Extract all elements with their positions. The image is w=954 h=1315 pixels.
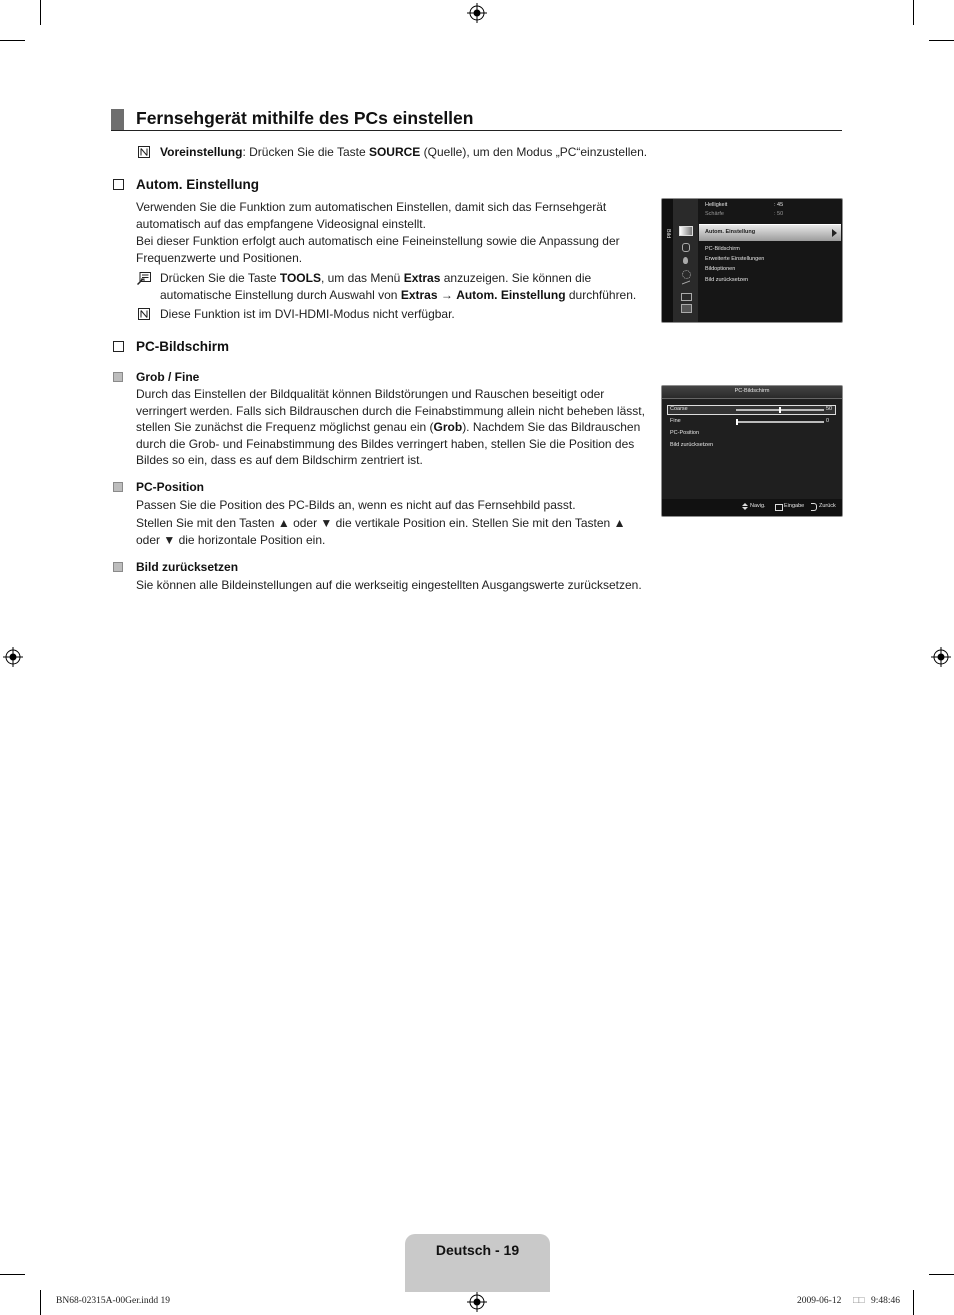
pc-screen-heading: PC-Bildschirm [113,339,229,354]
osd-title: PC-Bildschirm [734,388,770,394]
osd-coarse-slider[interactable] [736,409,824,411]
osd-sharpness-label: Schärfe [705,211,724,217]
osd-brightness-label: Helligkeit [705,202,728,208]
osd-menu-item[interactable]: PC-Bildschirm [705,246,740,252]
coarse-fine-title: Grob / Fine [136,370,200,384]
auto-adjust-para-1: Verwenden Sie die Funktion zum automatischen Einstellen, damit sich das Fernsehgerät automatisch auf das empfangene Videosignal einstellt. [136,200,607,231]
osd-navigate-icon [742,503,748,506]
osd-highlight-label: Autom. Einstellung [705,229,756,235]
registration-mark-icon [931,647,951,667]
osd-coarse-value: 50 [826,406,833,412]
registration-mark-icon [467,3,487,23]
osd-brightness-value: : 45 [774,202,784,208]
osd-sharpness-value: : 50 [774,211,784,217]
tools-note: Drücken Sie die Taste TOOLS, um das Menü Extras anzuzeigen. Sie können die automatische Einstellung durch Auswahl von Extras → Autom. Einstellung durchführen. [160,271,637,302]
square-bullet-icon [113,372,123,382]
note-icon [138,308,150,320]
auto-adjust-para-2: Bei dieser Funktion erfolgt auch automatisch eine Feineinstellung sowie die Anpassung der Frequenzwerte und Positionen. [136,234,620,265]
image-reset-text: Sie können alle Bildeinstellungen auf die werkseitig eingestellten Ausgangswerte zurücksetzen. [136,578,642,592]
osd-coarse-thumb [779,407,781,413]
checkbox-bullet-icon [113,341,124,352]
osd-application-icon [681,293,692,301]
osd-category-label: Bild [665,229,671,239]
print-date-slug: 2009-06-12 [797,1296,842,1306]
osd-title-bar [662,386,842,399]
osd-coarse-label: Coarse [670,406,688,412]
preset-note-label: Voreinstellung [160,145,243,159]
osd-sound-icon [682,243,690,252]
square-bullet-icon [113,562,123,572]
pc-position-title: PC-Position [136,480,204,494]
osd-fine-thumb [736,419,738,425]
print-placeholder-slug: □□ [853,1296,865,1306]
preset-note: Voreinstellung: Drücken Sie die Taste SOURCE (Quelle), um den Modus „PC“einzustellen. [160,145,648,159]
crop-mark [40,0,41,25]
osd-pc-screen [661,385,843,517]
tools-icon [137,272,151,285]
auto-adjust-heading: Autom. Einstellung [113,177,259,192]
title-marker [111,109,124,131]
osd-highlight-row[interactable] [699,224,841,241]
crop-mark [0,40,25,41]
crop-mark [929,40,954,41]
crop-mark [913,0,914,25]
image-reset-title: Bild zurücksetzen [136,560,239,574]
checkbox-bullet-icon [113,179,124,190]
osd-enter-hint: Eingabe [784,503,805,509]
title-divider [111,130,842,131]
osd-menu-item[interactable]: Erweiterte Einstellungen [705,256,765,262]
osd-enter-icon [775,504,783,511]
dvi-note: Diese Funktion ist im DVI-HDMI-Modus nicht verfügbar. [160,307,455,321]
crop-mark [929,1274,954,1275]
osd-coarse-row[interactable] [667,405,836,415]
osd-category-column [662,199,673,322]
page-title: Fernsehgerät mithilfe des PCs einstellen [136,108,474,128]
crop-mark [0,1274,25,1275]
osd-picture-menu [661,198,843,323]
registration-mark-icon [3,647,23,667]
osd-fine-label: Fine [670,418,681,424]
print-time-slug: 9:48:46 [871,1296,901,1306]
pc-position-text-1: Passen Sie die Position des PC-Bilds an, wenn es nicht auf das Fernsehbild passt. [136,498,576,512]
osd-menu-item[interactable]: Bild zurücksetzen [670,442,714,448]
pc-position-text-2: Stellen Sie mit den Tasten ▲ oder ▼ die vertikale Position ein. Stellen Sie mit den Tasten ▲ oder ▼ die horizontale Position ein. [136,516,626,547]
registration-mark-icon [467,1292,487,1312]
osd-navigate-icon [742,507,748,510]
osd-menu-item[interactable]: PC-Position [670,430,700,436]
note-icon [138,146,150,158]
page-number-label: Deutsch - 19 [435,1242,520,1258]
crop-mark [40,1290,41,1315]
osd-nav-hint: Navig. [750,503,766,509]
osd-help-bar [662,499,842,516]
osd-fine-value: 0 [826,418,830,424]
coarse-fine-text: Durch das Einstellen der Bildqualität können Bildstörungen und Rauschen beseitigt oder verringert werden. Falls sich Bildrauschen durch die Feinabstimmung allein nicht beheben lässt, stellen Sie zunächst die Frequenz möglichst genau ein (Grob). Nachdem Sie das Bildrauschen durch die Grob- und Feinabstimmung des Bildes verringert haben, stellen Sie die Position des Bildes so ein, dass es auf dem Bildschirm zentriert ist. [136,387,645,467]
osd-channel-icon [683,257,688,264]
osd-menu-item[interactable]: Bildoptionen [705,266,736,272]
osd-arrow-right-icon [832,229,837,237]
crop-mark [913,1290,914,1315]
osd-menu-item[interactable]: Bild zurücksetzen [705,277,749,283]
osd-fine-slider[interactable] [736,421,824,423]
osd-back-hint: Zurück [819,503,836,509]
print-file-slug: BN68-02315A-00Ger.indd 19 [56,1296,170,1306]
osd-setup-icon [682,270,691,279]
osd-support-icon [681,304,692,313]
osd-return-icon [811,503,817,511]
osd-picture-icon [679,226,693,236]
square-bullet-icon [113,482,123,492]
